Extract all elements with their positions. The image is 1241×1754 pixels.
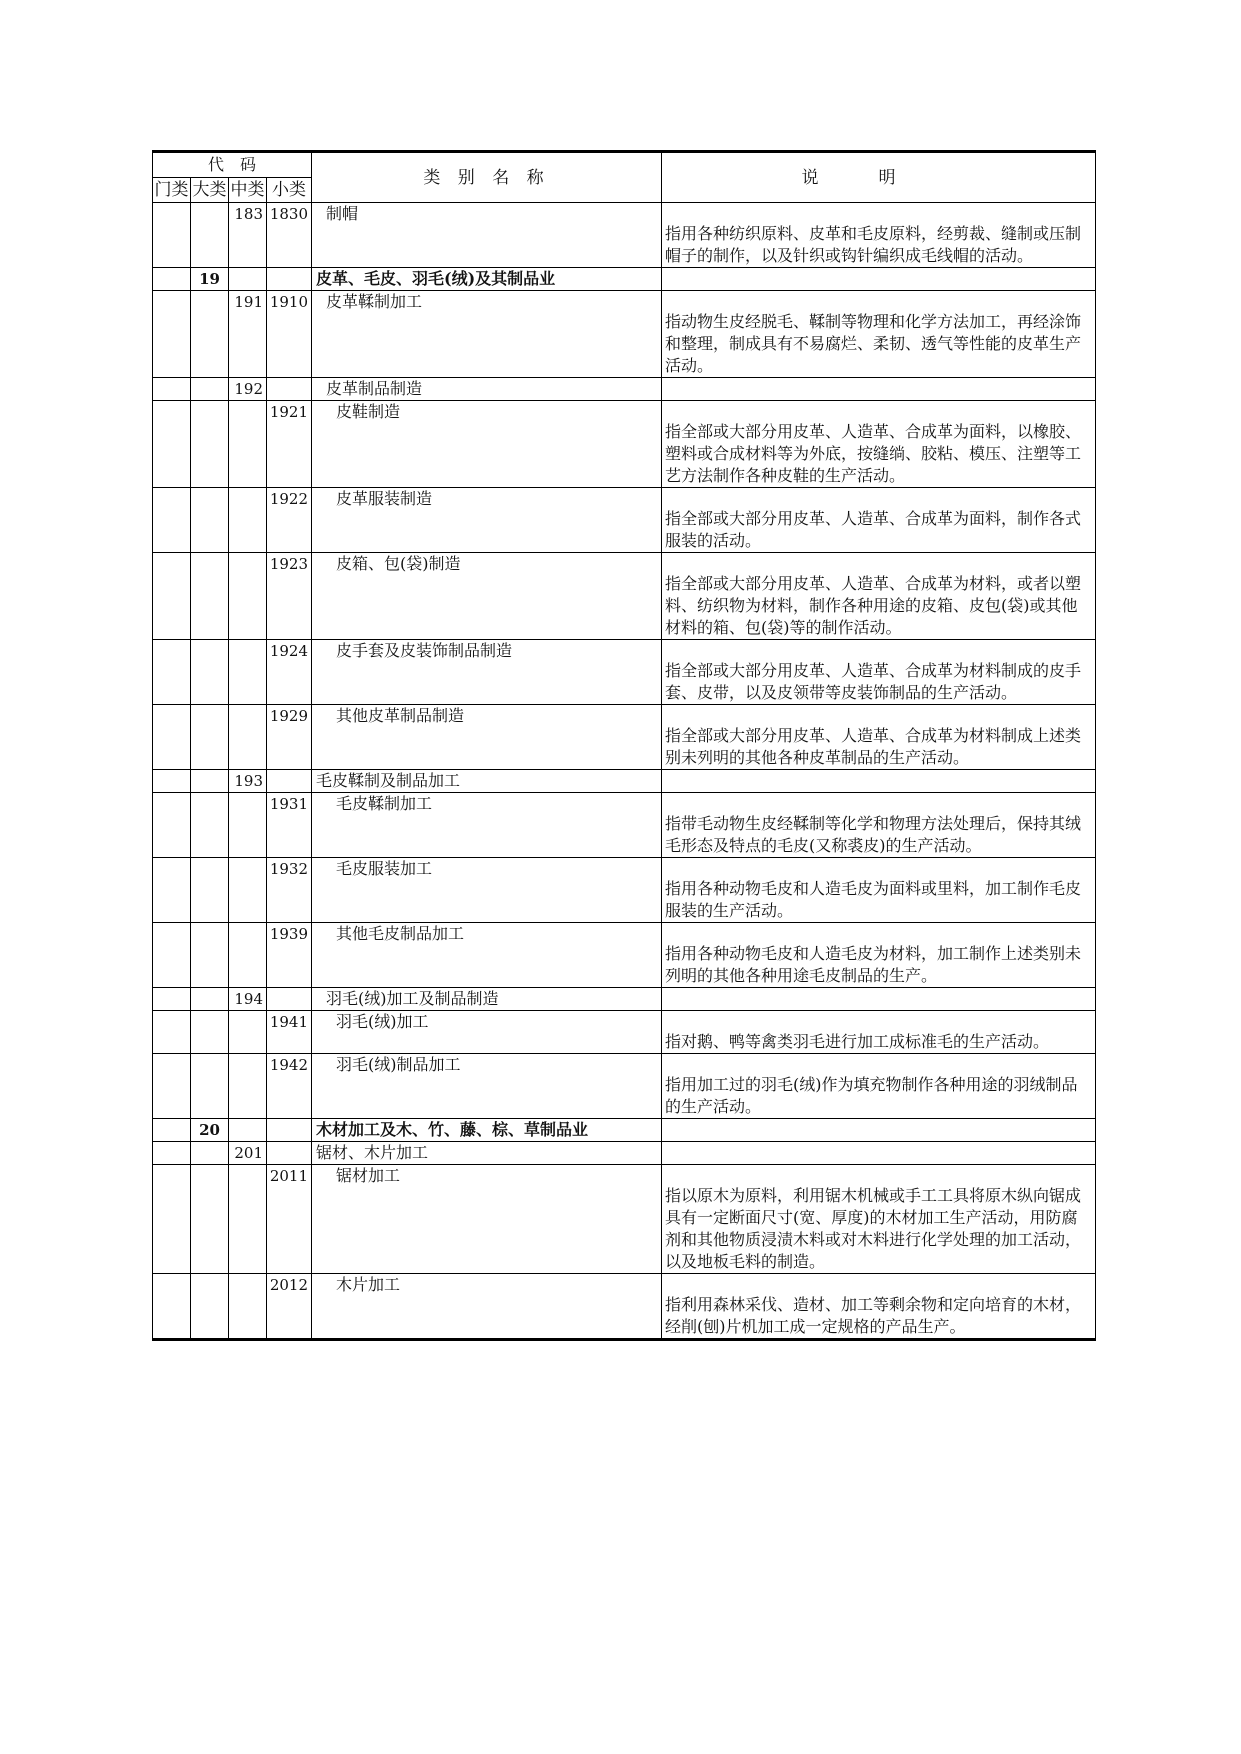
description-text: 指动物生皮经脱毛、鞣制等物理和化学方法加工，再经涂饰和整理，制成具有不易腐烂、柔韧、透气等性能的皮革生产活动。 (665, 312, 1082, 375)
major-code (191, 640, 229, 705)
minor-code (267, 988, 312, 1011)
category-name-text: 锯材加工 (336, 1166, 401, 1185)
major-code (191, 988, 229, 1011)
description-text: 指对鹅、鸭等禽类羽毛进行加工成标准毛的生产活动。 (665, 1032, 1050, 1051)
col-middle-header: 中类 (229, 178, 267, 203)
table-row (153, 553, 1096, 640)
description-text: 指全部或大部分用皮革、人造革、合成革为材料制成的皮手套、皮带，以及皮领带等皮装饰制品的生产活动。 (665, 661, 1082, 702)
table-row (153, 291, 1096, 378)
major-code: 20 (191, 1119, 229, 1142)
minor-code: 2012 (267, 1274, 312, 1340)
major-code (191, 1142, 229, 1165)
major-code (191, 770, 229, 793)
category-name (312, 1165, 662, 1274)
code-header: 代 码 (153, 152, 312, 178)
category-description (662, 988, 1096, 1011)
middle-code (229, 268, 267, 291)
major-code (191, 858, 229, 923)
category-name (312, 401, 662, 488)
major-code (191, 705, 229, 770)
category-description (662, 1119, 1096, 1142)
door-code (153, 268, 191, 291)
table-row (153, 1011, 1096, 1054)
category-description (662, 640, 1096, 705)
major-code (191, 923, 229, 988)
category-name-text: 皮箱、包(袋)制造 (336, 554, 461, 573)
description-text: 指全部或大部分用皮革、人造革、合成革为面料，以橡胶、塑料或合成材料等为外底，按缝绱、胶粘、模压、注塑等工艺方法制作各种皮鞋的生产活动。 (665, 422, 1082, 485)
minor-code: 1932 (267, 858, 312, 923)
description-text: 指用各种纺织原料、皮革和毛皮原料，经剪裁、缝制或压制帽子的制作，以及针织或钩针编织成毛线帽的活动。 (665, 224, 1082, 265)
category-description (662, 401, 1096, 488)
category-description (662, 705, 1096, 770)
category-description (662, 203, 1096, 268)
door-code (153, 1165, 191, 1274)
middle-code (229, 1274, 267, 1340)
middle-code (229, 640, 267, 705)
category-description (662, 793, 1096, 858)
middle-code (229, 1054, 267, 1119)
major-code (191, 401, 229, 488)
door-code (153, 1054, 191, 1119)
table-row (153, 1165, 1096, 1274)
door-code (153, 1011, 191, 1054)
category-description (662, 1142, 1096, 1165)
category-description (662, 1054, 1096, 1119)
category-name-text: 皮鞋制造 (336, 402, 401, 421)
category-name-text: 毛皮鞣制及制品加工 (316, 771, 461, 790)
category-name-text: 毛皮服装加工 (336, 859, 433, 878)
table-row (153, 1142, 1096, 1165)
category-description (662, 1274, 1096, 1340)
minor-code: 2011 (267, 1165, 312, 1274)
category-name-text: 毛皮鞣制加工 (336, 794, 433, 813)
door-code (153, 1119, 191, 1142)
category-name-text: 其他毛皮制品加工 (336, 924, 465, 943)
middle-code (229, 1011, 267, 1054)
category-name-text: 木片加工 (336, 1275, 401, 1294)
category-name (312, 291, 662, 378)
major-code (191, 1011, 229, 1054)
major-code (191, 291, 229, 378)
minor-code: 1924 (267, 640, 312, 705)
minor-code (267, 268, 312, 291)
classification-table (152, 150, 1096, 1341)
major-code (191, 1274, 229, 1340)
middle-code (229, 553, 267, 640)
category-name (312, 705, 662, 770)
table-row (153, 1054, 1096, 1119)
door-code (153, 988, 191, 1011)
category-name (312, 640, 662, 705)
table-row (153, 640, 1096, 705)
middle-code (229, 705, 267, 770)
description-text: 指带毛动物生皮经鞣制等化学和物理方法处理后，保持其绒毛形态及特点的毛皮(又称裘皮)的生产活动。 (665, 814, 1082, 855)
category-name-text: 皮革制品制造 (326, 379, 423, 398)
category-name (312, 1142, 662, 1165)
description-text: 指全部或大部分用皮革、人造革、合成革为面料，制作各式服装的活动。 (665, 509, 1082, 550)
category-name-text: 锯材、木片加工 (316, 1143, 429, 1162)
category-description (662, 268, 1096, 291)
door-code (153, 858, 191, 923)
category-name-text: 制帽 (326, 204, 359, 223)
middle-code (229, 401, 267, 488)
minor-code: 1941 (267, 1011, 312, 1054)
table-row (153, 858, 1096, 923)
door-code (153, 705, 191, 770)
table-row (153, 705, 1096, 770)
category-name-text: 皮手套及皮装饰制品制造 (336, 641, 513, 660)
category-description (662, 488, 1096, 553)
description-text: 指以原木为原料，利用锯木机械或手工工具将原木纵向锯成具有一定断面尺寸(宽、厚度)的木材加工生产活动，用防腐剂和其他物质浸渍木料或对木料进行化学处理的加工活动，以及地板毛料的制造。 (665, 1186, 1082, 1271)
category-name (312, 1011, 662, 1054)
category-name (312, 268, 662, 291)
category-description (662, 291, 1096, 378)
door-code (153, 401, 191, 488)
minor-code (267, 770, 312, 793)
door-code (153, 553, 191, 640)
minor-code: 1931 (267, 793, 312, 858)
category-name (312, 1119, 662, 1142)
table-row (153, 1274, 1096, 1340)
middle-code: 192 (229, 378, 267, 401)
category-name (312, 1274, 662, 1340)
minor-code: 1910 (267, 291, 312, 378)
table-row (153, 988, 1096, 1011)
middle-code: 193 (229, 770, 267, 793)
door-code (153, 291, 191, 378)
door-code (153, 488, 191, 553)
desc-header: 说明 (662, 152, 1096, 203)
description-text: 指利用森林采伐、造材、加工等剩余物和定向培育的木材，经削(刨)片机加工成一定规格的产品生产。 (665, 1295, 1082, 1336)
category-description (662, 553, 1096, 640)
major-code (191, 488, 229, 553)
middle-code (229, 488, 267, 553)
door-code (153, 1142, 191, 1165)
table-row (153, 203, 1096, 268)
middle-code: 194 (229, 988, 267, 1011)
major-code (191, 553, 229, 640)
door-code (153, 640, 191, 705)
minor-code: 1921 (267, 401, 312, 488)
category-name (312, 793, 662, 858)
middle-code: 191 (229, 291, 267, 378)
door-code (153, 923, 191, 988)
table-row (153, 793, 1096, 858)
category-name (312, 378, 662, 401)
category-name-text: 皮革鞣制加工 (326, 292, 423, 311)
category-name (312, 203, 662, 268)
category-name-text: 羽毛(绒)加工 (336, 1012, 429, 1031)
category-name-text: 皮革、毛皮、羽毛(绒)及其制品业 (316, 269, 556, 288)
category-name (312, 770, 662, 793)
category-name (312, 923, 662, 988)
major-code (191, 1165, 229, 1274)
minor-code: 1830 (267, 203, 312, 268)
table-row (153, 268, 1096, 291)
description-text: 指全部或大部分用皮革、人造革、合成革为材料，或者以塑料、纺织物为材料，制作各种用途的皮箱、皮包(袋)或其他材料的箱、包(袋)等的制作活动。 (665, 574, 1082, 637)
major-code: 19 (191, 268, 229, 291)
table-row (153, 770, 1096, 793)
name-header: 类 别 名 称 (312, 152, 662, 203)
table-row (153, 488, 1096, 553)
category-description (662, 378, 1096, 401)
category-name (312, 553, 662, 640)
door-code (153, 378, 191, 401)
category-description (662, 770, 1096, 793)
door-code (153, 203, 191, 268)
middle-code: 183 (229, 203, 267, 268)
minor-code (267, 378, 312, 401)
middle-code (229, 923, 267, 988)
middle-code (229, 793, 267, 858)
category-name-text: 其他皮革制品制造 (336, 706, 465, 725)
minor-code: 1939 (267, 923, 312, 988)
table-row (153, 923, 1096, 988)
category-description (662, 1165, 1096, 1274)
major-code (191, 378, 229, 401)
major-code (191, 1054, 229, 1119)
table-row (153, 1119, 1096, 1142)
middle-code: 201 (229, 1142, 267, 1165)
category-name (312, 1054, 662, 1119)
category-name-text: 羽毛(绒)制品加工 (336, 1055, 461, 1074)
description-text: 指用加工过的羽毛(绒)作为填充物制作各种用途的羽绒制品的生产活动。 (665, 1075, 1078, 1116)
minor-code (267, 1142, 312, 1165)
description-text: 指用各种动物毛皮和人造毛皮为面料或里料，加工制作毛皮服装的生产活动。 (665, 879, 1082, 920)
door-code (153, 793, 191, 858)
col-door-header: 门类 (153, 178, 191, 203)
col-minor-header: 小类 (267, 178, 312, 203)
major-code (191, 203, 229, 268)
description-text: 指全部或大部分用皮革、人造革、合成革为材料制成上述类别未列明的其他各种皮革制品的生产活动。 (665, 726, 1082, 767)
middle-code (229, 858, 267, 923)
minor-code: 1942 (267, 1054, 312, 1119)
category-description (662, 1011, 1096, 1054)
category-description (662, 858, 1096, 923)
minor-code: 1922 (267, 488, 312, 553)
category-name-text: 木材加工及木、竹、藤、棕、草制品业 (316, 1120, 589, 1139)
minor-code: 1929 (267, 705, 312, 770)
middle-code (229, 1119, 267, 1142)
door-code (153, 1274, 191, 1340)
table-body (153, 203, 1096, 1340)
middle-code (229, 1165, 267, 1274)
col-major-header: 大类 (191, 178, 229, 203)
category-name (312, 488, 662, 553)
minor-code: 1923 (267, 553, 312, 640)
major-code (191, 793, 229, 858)
category-name (312, 988, 662, 1011)
category-name (312, 858, 662, 923)
minor-code (267, 1119, 312, 1142)
table-row (153, 378, 1096, 401)
table-row (153, 401, 1096, 488)
category-name-text: 皮革服装制造 (336, 489, 433, 508)
description-text: 指用各种动物毛皮和人造毛皮为材料，加工制作上述类别未列明的其他各种用途毛皮制品的生产。 (665, 944, 1082, 985)
category-name-text: 羽毛(绒)加工及制品制造 (326, 989, 499, 1008)
door-code (153, 770, 191, 793)
category-description (662, 923, 1096, 988)
